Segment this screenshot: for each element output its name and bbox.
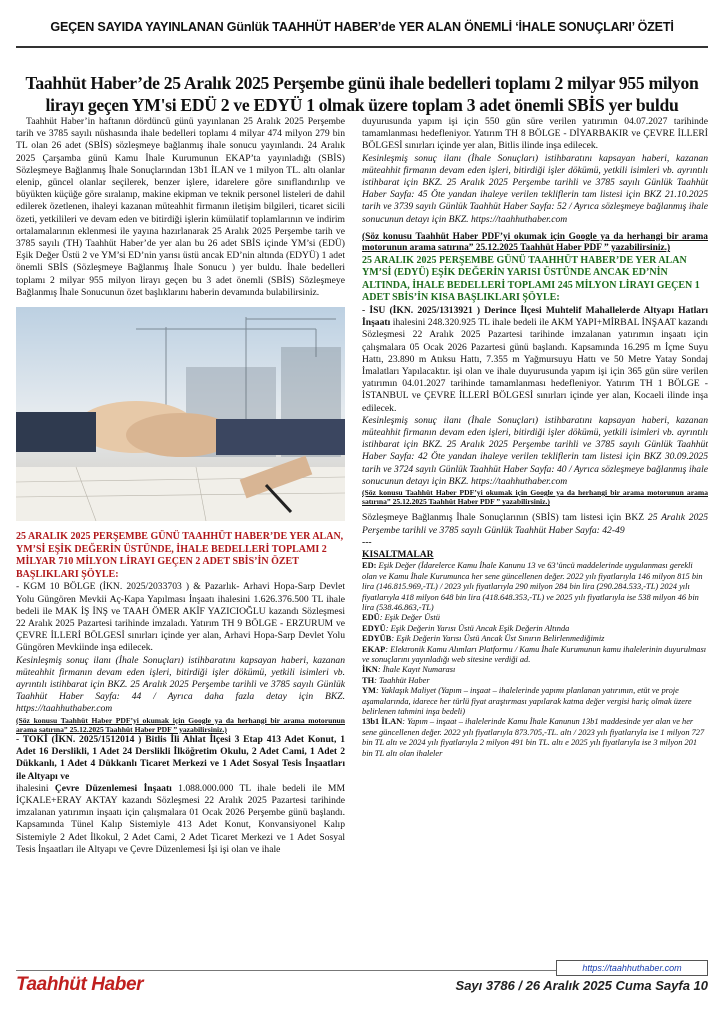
abbreviation-definition: : Taahhüt Haber [374, 675, 430, 685]
tender-item-kgm-note: Kesinleşmiş sonuç ilanı (İhale Sonuçları) istihbaratını kapsayan haberi, kazanan müteahhit firmanın devam eden işleri, bitirdiği işler dökümü, yetkili isimleri vb. ayrıntılı istihbarat için BKZ. 25 Aralık 2025 Perşembe tarihli ve 3785 sayılı Günlük Taahhüt Haber Sayfa: 44 / Ayrıca daha fazla detay için BKZ. https://taahhuthaber.com [16, 654, 345, 715]
abbreviation-key: İKN [362, 665, 378, 675]
tender-item-isu-note: Kesinleşmiş sonuç ilanı (İhale Sonuçları) istihbaratını kapsayan haberi, kazanan müteahhit firmanın devam eden işleri, bitirdiği işler dökümü, yetkili isimleri vb. ayrıntılı istihbarat için BKZ. 25 Aralık 2025 Perşembe tarihli ve 3785 sayılı Günlük Taahhüt Haber Sayfa: 42 Öte yandan ihaleye verilen tekliflerin tam listesi için BKZ 30.09.2025 tarih ve 3724 sayılı Günlük Taahhüt Haber Sayfa: 40 / Ayrıca sözleşmeye bağlanmış ihale sonucunun detayı için BKZ. https://taahhuthaber.com [362, 414, 708, 487]
abbreviation-definition: : Eşik Değerin Yarısı Üstü Ancak Eşik Değerin Altında [385, 623, 570, 633]
sbis-full-list-ref: 25 Aralık 2025 Perşembe tarihli ve 3785 sayılı Günlük Taahhüt Haber Sayfa: 42-49 [362, 512, 708, 536]
website-link[interactable]: https://taahhuthaber.com [556, 960, 708, 976]
abbreviation-definition: : İhale Kayıt Numarası [377, 665, 456, 675]
banner-divider [16, 46, 708, 48]
tender-item-toki-bold: Çevre Düzenlemesi İnşaatı [54, 782, 172, 794]
abbreviation-key: EDYÜB [362, 634, 392, 644]
abbreviation-definition: : Yapım – inşaat – ihalelerinde Kamu İhale Kanunun 13b1 maddesinde yer alan ve her sene güncellenen değer. 2022 yılı fiyatlarıyla 873.705,-TL. altı / 2023 yılı fiyatlarıyla ise 1 milyon 727 bin TL altı ve 2024 yılı fiyatlarıyla 2 milyon 491 bin TL. altı e 2025 yılı fiyatlarıyla ise 3 milyon 201 bin TL altı olan ihaleler [362, 717, 705, 758]
edu-section-heading: 25 ARALIK 2025 PERŞEMBE GÜNÜ TAAHHÜT HABER’DE YER ALAN, YM’Sİ EŞİK DEĞERİN ÜSTÜNDE, İHALE BEDELLERİ TOPLAMI 2 MİLYAR 710 MİLYON LİRAYI GEÇEN 2 ADET SBİS’İN ÖZET BAŞLIKLARI ŞÖYLE: [16, 531, 344, 580]
tender-item-isu-body: ihalesini 248.320.925 TL ihale bedeli ile AKM YAPI+MİRBAL İNŞAAT kazandı Sözleşmesi 22 Aralık 2025 Pazartesi tarihinde imzalanan yatırımın inşaatı için çalışmalara 05 Ocak 2026 Pazartesi günü başlandı. Kapsamında 16.295 m İçme Suyu Hattı, 23.890 m Atıksu Hattı, 7.355 m Yağmursuyu Hattı ve 50 Metre Yatay Sondaj İmalatları Yapılacaktır. işi olan ve ihale duyurusunda yapım işi için 365 gün süre verilen yatırımın 04.01.2027 tarihinde tamamlanması hedefleniyor. Yatırım TH 1 BÖLGE - İSTANBUL ve ÇEVRE İLLERİ BÖLGESİ sınırları içinde yer alan, Kocaeli ilinde inşa edilecek. [362, 317, 708, 414]
abbreviation-item [362, 634, 708, 644]
abbreviation-item [362, 676, 708, 686]
issue-info: Sayı 3786 / 26 Aralık 2025 Cuma Sayfa 10 [455, 978, 708, 993]
abbreviation-key: ED: [362, 561, 377, 571]
intro-paragraph: Taahhüt Haber’in haftanın dördüncü günü yayınlanan 25 Aralık 2025 Perşembe tarih ve 3785 sayılı nüshasında ihale bedelleri toplamı 4 milyar 474 milyon 279 bin TL olan 26 adet (SBİS) sözleşmeye bağlanmış ihale sonucu yayınlandı. 24 Aralık 2025 Çarşamba günü Kamu İhale Kurumunun EKAP’ta yayınladığı (SBİS) Sözleşmeye Bağlanmış İhale Sonuçlarından 13b1 İLAN ve 1 milyon TL. altı olanlar elenip, güncel olanlar seçilerek, benzer işlere, idarelere göre sınıflandırılıp ve büyükten küçüğe göre sıralanıp, makine ekipman ve teknik personel listeleri de dahil edilerek özetlenen, ihaleyi kazanan müteahhit firmanın iletişim bilgileri, ticaret sicili özeti, yetkilileri ve devam eden ve bitirdiği işlerin kümülatif toplamlarının ve indirim ortalamalarının eklenmesi ile yayına hazırlanarak 25 Aralık 2025 Perşembe tarih ve 3785 sayılı (TH) Taahhüt Haber’de yer alan bu 26 adet SBİS içinde YM’si (EDÜ) Eşik Değer Üstü 2 ve YM’si ED’nin yarısı üstü ancak ED’nin altında (EDYÜ) 1 adet önemli SBİS (Sözleşmeye Bağlanmış İhale Sonucu ) yer buldu. İhale bedelleri toplamı 2 milyar 955 milyon lirayı geçen bu 3 adet önemli (SBİS) Sözleşmeye Bağlanmış İhale Sonucunun özet başlıklarını haberin devamında bulabilirsiniz. [16, 116, 345, 298]
abbreviation-key: EDYÜ [362, 623, 386, 633]
sbis-full-list-text: Sözleşmeye Bağlanmış İhale Sonuçlarının (SBİS) tam listesi için BKZ [362, 512, 648, 524]
toki-continuation: duyurusunda yapım işi için 550 gün süre verilen yatırımın 04.07.2027 tarihinde tamamlanması hedefleniyor. Yatırım TH 8 BÖLGE - DİYARBAKIR ve ÇEVRE İLLERİ BÖLGESİ sınırları içinde yer alan, Bitlis ilinde inşa edilecek. [362, 116, 708, 152]
abbreviations-list [362, 561, 708, 759]
abbreviation-item [362, 645, 708, 666]
tender-item-toki-text-a: ihalesini [16, 782, 55, 794]
abbreviation-key: 13b1 İLAN [362, 717, 403, 727]
abbreviation-definition: : Yaklaşık Maliyet (Yapım – inşaat – ihalelerinde yapımı planlanan yatırımın, etüt ve proje aşamalarında, idarece her türlü fiyat araştırması yapılarak katma değer vergisi hariç olmak üzere belirlenen tahmini inşa bedeli) [362, 686, 692, 716]
abbreviation-item [362, 613, 708, 623]
toki-note: Kesinleşmiş sonuç ilanı (İhale Sonuçları) istihbaratını kapsayan haberi, kazanan müteahhit firmanın devam eden işleri, bitirdiği işler dökümü, yetkili isimleri vb. ayrıntılı istihbarat için BKZ. 25 Aralık 2025 Perşembe tarihli ve 3785 sayılı Günlük Taahhüt Haber Sayfa: 45 Öte yandan ihaleye verilen tekliflerin tam listesi için BKZ 21.10.2025 tarih ve 3739 sayılı Günlük Taahhüt Haber Sayfa: 52 / Ayrıca sözleşmeye bağlanmış ihale sonucunun detayı için BKZ. https://taahhuthaber.com [362, 152, 708, 225]
pdf-search-note: (Söz konusu Taahhüt Haber PDF’yi okumak için Google ya da herhangi bir arama motorunun arama satırına” 25.12.2025 Taahhüt Haber PDF ” yazabilirsiniz.) [362, 488, 708, 507]
abbreviations-title: KISALTMALAR [362, 549, 434, 561]
tender-item-toki-title: - TOKİ (İKN. 2025/1512014 ) Bitlis İli Ahlat İlçesi 3 Etap 413 Adet Konut, 1 Adet 16 Derslikli, 1 Adet 24 Derslikli İlköğretim Okulu, 2 Adet Cami, 1 Adet 2 Dükkanlı, 1 Adet 4 Dükkanlı Ticaret Merkezi ve 1 Adet Sosyal Tesis İnşaatları ile Altyapı ve [16, 734, 345, 782]
tender-item-kgm: - KGM 10 BÖLGE (İKN. 2025/2033703 ) & Pazarlık- Arhavi Hopa-Sarp Devlet Yolu Güngören Mevkii Aç-Kapa Yapılması İnşaatı ihalesini 1.626.376.500 TL ihale bedeli ile MAK İŞ İNŞ ve TAAH ÖMER AKİF YAZICIOĞLU kazandı Sözleşmesi 22 Aralık 2025 Pazartesi tarihinde imzaladı. Yatırım TH 9 BÖLGE - ERZURUM ve ÇEVRE İLLERİ BÖLGESİ sınırları içinde yer alan, Arhavi Hopa-Sarp Devlet Yolu Güngören Mevkiinde inşa edilecek. [16, 581, 345, 654]
separator-dashes: --- [362, 536, 372, 548]
abbreviation-key: EDÜ [362, 613, 380, 623]
construction-handshake-image [16, 307, 345, 521]
main-headline: Taahhüt Haber’de 25 Aralık 2025 Perşembe günü ihale bedelleri toplamı 2 milyar 955 milyon lirayı geçen YM'si EDÜ 2 ve EDYÜ 1 olmak üzere toplam 3 adet önemli SBİS yer buldu [25, 73, 699, 115]
abbreviation-item [362, 665, 708, 675]
abbreviation-key: EKAP [362, 644, 386, 654]
right-column [362, 116, 708, 962]
abbreviation-definition: : Eşik Değerin Yarısı Üstü Ancak Üst Sınırın Belirlenmediğimiz [391, 634, 605, 644]
handshake-photo [16, 307, 345, 521]
pdf-search-note: (Söz konusu Taahhüt Haber PDF’yi okumak için Google ya da herhangi bir arama motorunun arama satırına” 25.12.2025 Taahhüt Haber PDF ” yazabilirsiniz.) [16, 715, 345, 734]
abbreviation-key: YM [362, 686, 376, 696]
abbreviation-item [362, 624, 708, 634]
left-column [16, 116, 345, 948]
abbreviation-definition: : Elektronik Kamu Alımları Platformu / Kamu İhale Kurumunun kamu ihalelerinin duyurulması ve sonuçlarını yayınladığı web sitesine verdiği ad. [362, 644, 707, 664]
abbreviation-key: TH [362, 675, 375, 685]
tender-item-toki [16, 783, 345, 856]
sbis-full-list-note [362, 512, 708, 536]
abbreviation-item [362, 717, 708, 759]
abbreviation-item [362, 686, 708, 717]
tender-item-toki-text-b: 1.088.000.000 TL ihale bedeli ile MM İÇKALE+ERAY AKTAY kazandı Sözleşmesi 22 Aralık 2025 Pazartesi tarihinde imzalanan yatırımın inşaatı için çalışmalara 01 Ocak 2026 Perşembe günü başlandı. Kapsamında Tünel Kalıp Sistemiyle 413 Adet Konut, Konvansiyonel Kalıp Sistemiyle 2 Adet İlkokul, 2 Adet Cami, 2 Adet Ticaret Merkezi ve 1 Adet Sosyal Tesis İnşaatları ile Altyapı ve Çevre Düzenlemesi İşi işi olan ve ihale [16, 782, 345, 855]
tender-item-isu-title: - İSU (İKN. 2025/1313921 ) Derince İlçesi Muhtelif Mahallelerde Altyapı Hatları İnşaatı [362, 305, 708, 329]
page-banner: GEÇEN SAYIDA YAYINLANAN Günlük TAAHHÜT HABER’de YER ALAN ÖNEMLİ ‘İHALE SONUÇLARI’ ÖZETİ [50, 20, 674, 34]
abbreviation-item [362, 561, 708, 613]
tender-item-isu [362, 305, 708, 415]
pdf-search-note: (Söz konusu Taahhüt Haber PDF’yi okumak için Google ya da herhangi bir arama motorunun arama satırına” 25.12.2025 Taahhüt Haber PDF ” yazabilirsiniz.) [362, 231, 708, 254]
abbreviation-definition: Eşik Değer (İdarelerce Kamu İhale Kanunu 13 ve 63’üncü maddelerinde uygulanması gerekli olan ve Kamu İhale Kurumunca her sene güncellenen değer. 2022 yılı fiyatlarıyla 146 milyon 815 bin lira (146.815.969,-TL) / 2023 yılı fiyatlarıyla 290 milyon 284 bin lira (290.284.533,-TL) 2024 yılı fiyatlarıyla 418 milyon 648 bin lira (418.648.353,-TL) ve 2025 yılı fiyatlarıyla ise 538 milyon 46 bin lira (538.46.863,-TL) [362, 561, 703, 612]
brand-logo: Taahhüt Haber [16, 974, 144, 995]
abbreviation-definition: : Eşik Değer Üstü [379, 613, 440, 623]
edyu-section-heading: 25 ARALIK 2025 PERŞEMBE GÜNÜ TAAHHÜT HABER’DE YER ALAN YM’Sİ (EDYÜ) EŞİK DEĞERİN YARISI ÜSTÜNDE ANCAK ED’NİN ALTINDA, İHALE BEDELLERİ TOPLAMI 245 MİLYON LİRAYI GEÇEN 1 ADET SBİS’İN KISA BAŞLIKLARI ŞÖYLE: [362, 254, 700, 304]
